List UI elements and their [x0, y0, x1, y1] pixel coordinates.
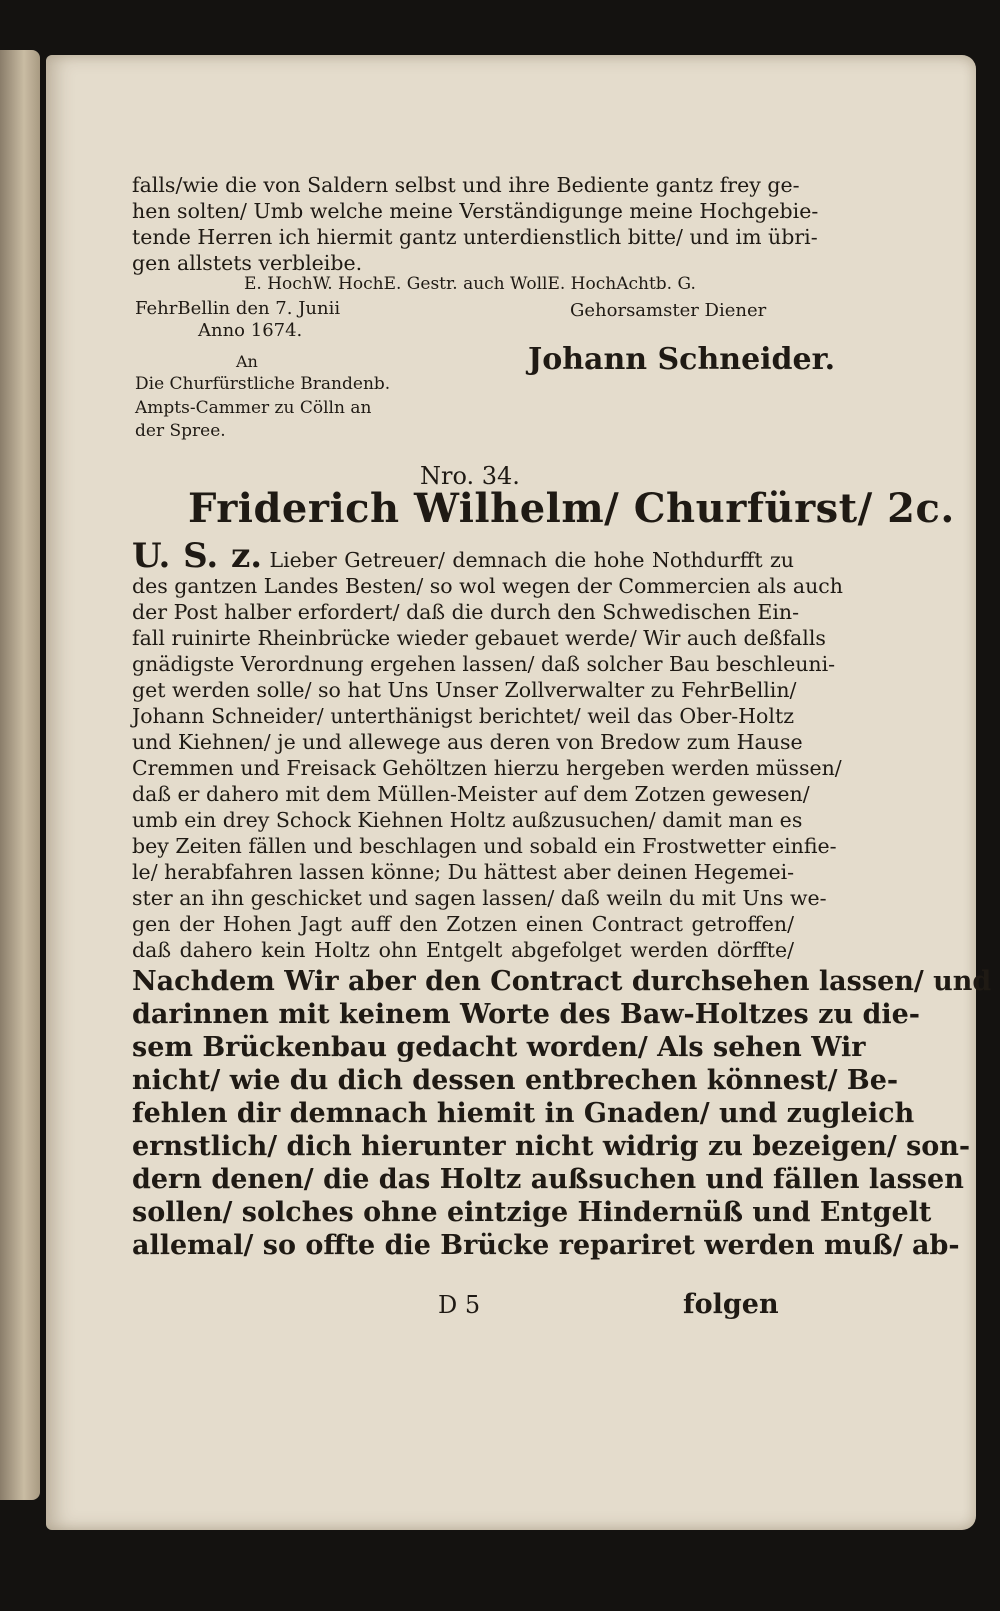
text-line: daß er dahero mit dem Müllen-Meister auf dem Zotzen gewesen/ [132, 782, 810, 806]
text-line: sollen/ solches ohne eintzige Hindernüß und Entgelt [132, 1197, 932, 1228]
text-line: allemal/ so offte die Brücke repariret werden muß/ ab- [132, 1230, 960, 1261]
text-line: gen der Hohen Jagt auff den Zotzen einen Contract getroffen/ [132, 912, 794, 936]
text-line: umb ein drey Schock Kiehnen Holtz außzusuchen/ damit man es [132, 808, 803, 832]
text-line: sem Brückenbau gedacht worden/ Als sehen Wir [132, 1032, 866, 1063]
text-line: get werden solle/ so hat Uns Unser Zollverwalter zu FehrBellin/ [132, 678, 797, 702]
text-line: darinnen mit keinem Worte des Baw-Holtzes zu die- [132, 999, 921, 1030]
year: Anno 1674. [198, 320, 303, 341]
text-line: gen allstets verbleibe. [132, 251, 363, 275]
text-line: der Post halber erfordert/ daß die durch den Schwedischen Ein- [132, 600, 800, 624]
address-line: An [236, 352, 258, 371]
text-line: fehlen dir demnach hiemit in Gnaden/ und zugleich [132, 1098, 915, 1129]
place-date: FehrBellin den 7. Junii [135, 298, 341, 319]
document-number: Nro. 34. [420, 462, 520, 490]
text-line: le/ herabfahren lassen könne; Du hättest aber deinen Hegemei- [132, 860, 795, 884]
text-line: des gantzen Landes Besten/ so wol wegen der Commercien als auch [132, 574, 843, 598]
signature-mark: D 5 [438, 1291, 481, 1319]
body-large-text [132, 965, 992, 1262]
text-line: Johann Schneider/ unterthänigst berichtet/ weil das Ober-Holtz [132, 704, 794, 728]
text-line: ster an ihn geschicket und sagen lassen/ daß weiln du mit Uns we- [132, 886, 827, 910]
text-line: daß dahero kein Holtz ohn Entgelt abgefolget werden dörffte/ [132, 938, 794, 962]
text-line: bey Zeiten fällen und beschlagen und sobald ein Frostwetter einfie- [132, 834, 837, 858]
text-line: gnädigste Verordnung ergehen lassen/ daß solcher Bau beschleuni- [132, 652, 836, 676]
main-body [132, 536, 992, 1262]
address-line: Die Churfürstliche Brandenb. [135, 374, 391, 394]
text-line: fall ruinirte Rheinbrücke wieder gebauet werde/ Wir auch deßfalls [132, 626, 826, 650]
text-line: dern denen/ die das Holtz außsuchen und fällen lassen [132, 1164, 964, 1195]
opening-paragraph [132, 172, 819, 276]
salutation: E. HochW. HochE. Gestr. auch WollE. HochAchtb. G. [244, 274, 696, 294]
address-line: der Spree. [135, 421, 226, 441]
text-line: und Kiehnen/ je und allewege aus deren von Bredow zum Hause [132, 730, 803, 754]
text-line: hen solten/ Umb welche meine Verständigunge meine Hochgebie- [132, 199, 819, 223]
document-title: Friderich Wilhelm/ Churfürst/ 2c. [188, 485, 955, 532]
text-line: falls/wie die von Saldern selbst und ihre Bediente gantz frey ge- [132, 173, 800, 197]
initial-letters: U. S. z. [132, 536, 263, 576]
signature: Johann Schneider. [528, 342, 836, 377]
text-line: tende Herren ich hiermit gantz unterdienstlich bitte/ und im übri- [132, 225, 818, 249]
closing-phrase: Gehorsamster Diener [570, 300, 767, 321]
text-line: ernstlich/ dich hierunter nicht widrig zu bezeigen/ son- [132, 1131, 971, 1162]
text-line: Nachdem Wir aber den Contract durchsehen lassen/ und [132, 966, 992, 997]
address-line: Ampts-Cammer zu Cölln an [135, 398, 372, 418]
text-line: U. S. z. Lieber Getreuer/ demnach die hohe Nothdurfft zu [132, 536, 794, 576]
previous-page-edge [0, 50, 40, 1500]
body-small-text [132, 536, 843, 963]
text-line: nicht/ wie du dich dessen entbrechen könnest/ Be- [132, 1065, 899, 1096]
catchword: folgen [683, 1289, 779, 1320]
text-line: Cremmen und Freisack Gehöltzen hierzu hergeben werden müssen/ [132, 756, 842, 780]
